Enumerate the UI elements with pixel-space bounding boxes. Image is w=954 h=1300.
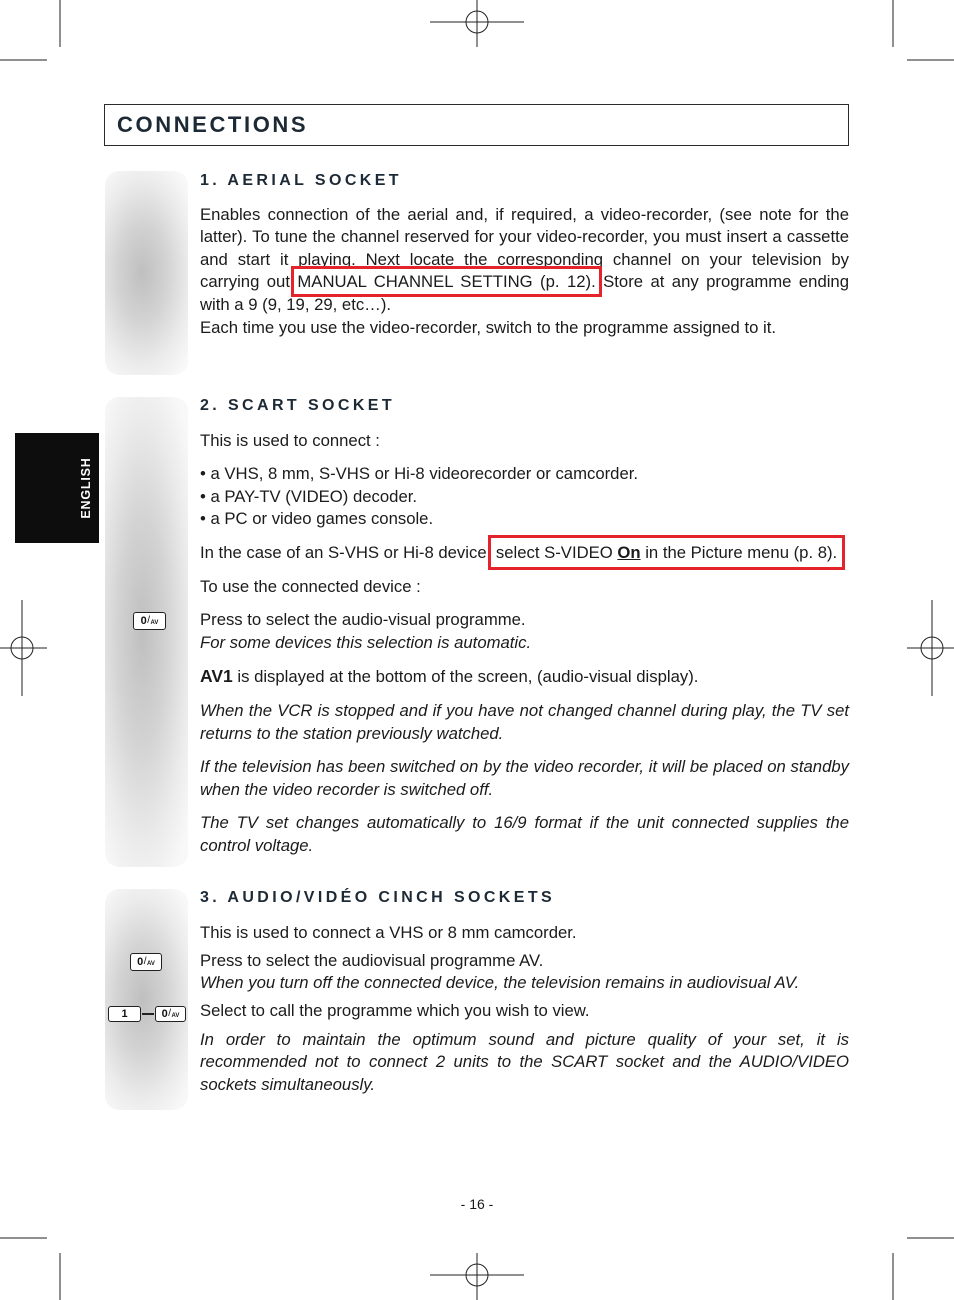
language-tab [15,433,99,543]
menu-value-on: On [617,543,641,563]
section-aerial-socket [200,172,849,339]
section-heading: 2. SCART SOCKET [200,397,396,414]
list-item: • a VHS, 8 mm, S-VHS or Hi-8 videorecorder or camcorder. [200,464,638,484]
section-cinch-sockets [200,889,849,1096]
av-key-icon [133,612,166,630]
body-paragraph [200,609,849,654]
key-sub-label: AV [171,1013,180,1019]
av1-label: AV1 [200,666,233,687]
italic-note: The TV set changes automatically to 16/9 format if the unit connected supplies the control voltage. [200,813,849,855]
list-item: • a PC or video games console. [200,509,434,529]
body-text: Store at any programme ending with a 9 (9, 19, 29, etc…). [200,272,849,315]
body-paragraph [200,665,849,689]
key-digit: 0 [137,955,144,968]
body-paragraph: Each time you use the video-recorder, switch to the programme assigned to it. [200,317,777,337]
section-scart-socket [200,397,849,858]
body-text: select S-VIDEO [495,543,618,563]
italic-note: When the VCR is stopped and if you have not changed channel during play, the TV set returns to the station previously watched. [200,701,849,743]
section-heading: 1. AERIAL SOCKET [200,172,402,189]
body-paragraph: Select to call the programme which you wish to view. [200,1001,590,1021]
key-sub-label: AV [147,961,155,967]
language-tab-label: ENGLISH [79,457,93,519]
body-paragraph [200,950,849,995]
list-item: • a PAY-TV (VIDEO) decoder. [200,486,417,506]
italic-note: In order to maintain the optimum sound and picture quality of your set, it is recommended not to connect 2 units to the SCART socket and the AUDIO/VIDEO sockets simultaneously. [200,1029,849,1094]
page-number: - 16 - [460,1196,494,1212]
page-title: CONNECTIONS [117,112,309,137]
key-connector-line [142,1013,154,1015]
key-digit: 0 [140,614,147,627]
highlight-box [496,543,837,562]
section-side-panel [105,171,188,375]
av-key-icon [130,953,162,971]
body-text: In the case of an S-VHS or Hi-8 device, [200,543,496,563]
body-paragraph: This is used to connect a VHS or 8 mm camcorder. [200,922,577,942]
bullet-list [200,463,849,531]
body-paragraph [200,542,849,565]
digit-one-key-icon [108,1006,141,1022]
highlight-box: MANUAL CHANNEL SETTING (p. 12). [297,272,596,292]
body-text: Press to select the audio-visual programme. [200,610,526,630]
italic-note: For some devices this selection is automatic. [200,632,532,652]
body-text: Enables connection of the aerial and, if required, a video-recorder, (see note for the latter). To tune the channel reserved for your video-recorder, you must insert a cassette and start it playing. Next locate the corresponding channel on your television by carrying out [200,204,849,292]
body-paragraph: This is used to connect : [200,430,380,450]
section-side-panel [105,889,188,1110]
body-paragraph [200,204,849,317]
section-side-panel [105,397,188,867]
chapter-header [104,104,849,146]
italic-note: When you turn off the connected device, the television remains in audiovisual AV. [200,973,800,993]
body-text: Press to select the audiovisual programme AV. [200,950,544,970]
italic-note: If the television has been switched on by the video recorder, it will be placed on standby when the video recorder is switched off. [200,757,849,799]
key-separator: / [143,956,147,967]
body-paragraph: To use the connected device : [200,576,421,596]
key-digit: 1 [121,1007,128,1020]
key-sub-label: AV [150,620,159,626]
body-text: is displayed at the bottom of the screen, (audio-visual display). [232,667,699,687]
key-separator: / [147,615,150,626]
section-heading: 3. AUDIO/VIDÉO CINCH SOCKETS [200,889,556,906]
body-text: in the Picture menu (p. 8). [640,543,838,563]
key-separator: / [168,1008,171,1019]
key-digit: 0 [161,1007,168,1020]
av-key-icon [155,1006,186,1022]
